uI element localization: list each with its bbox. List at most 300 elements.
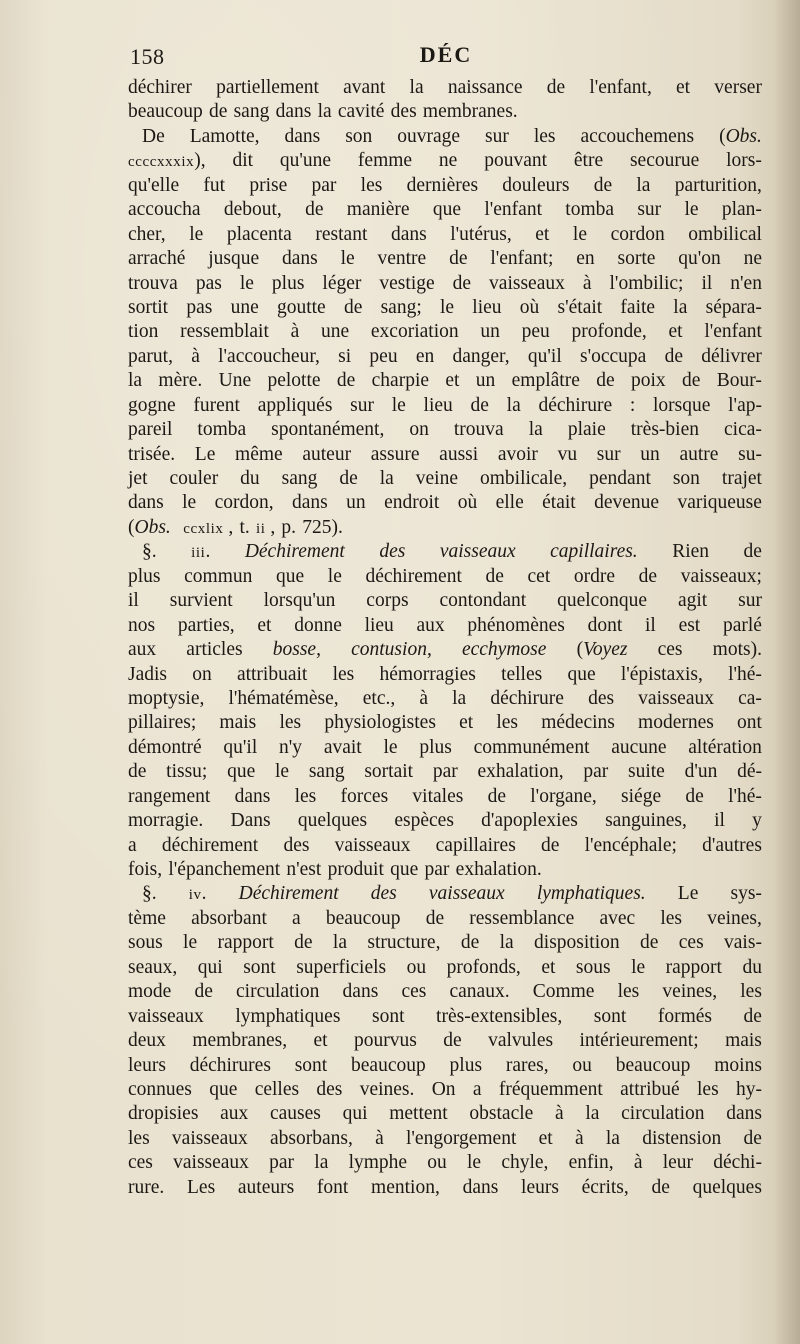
word: et [257,614,272,636]
word: vaisseaux [638,687,714,709]
word: le [182,492,197,514]
word: peu [369,345,398,367]
word: dans [390,223,427,245]
word: ouvrage [397,125,461,147]
word: la [128,370,143,392]
word: exhalation. [455,859,542,880]
text-line [128,834,762,858]
text-line [128,198,762,222]
word: de [546,77,566,98]
page-header [130,40,762,70]
text-line [128,931,762,955]
word: des [283,834,310,856]
word: des [390,101,417,123]
word: sorte [617,248,656,270]
word: même [235,443,283,465]
word: le [239,272,254,294]
word: Rien [672,541,710,563]
word: médecins [541,712,615,734]
word: qu'il [527,345,562,367]
word: beaucoup [615,1054,691,1076]
word: pareil [128,419,173,441]
word: d'apoplexies [481,810,578,832]
word: attribué [620,1078,680,1100]
word: de [638,565,658,587]
word: un [475,370,496,392]
word: n'est [286,859,322,880]
word: mère. [158,370,203,392]
word: dans [292,492,328,514]
word: le [572,223,587,245]
word: des [316,1078,343,1100]
word: de [681,370,701,392]
word: un [480,321,500,343]
word: gogne [128,394,176,416]
word: plus [271,272,305,294]
word: être [573,150,604,172]
word: déchirure [538,394,613,416]
word: tème [128,907,166,929]
word: avoir [497,443,538,465]
word: restant [315,223,368,245]
word: enfin, [568,1152,614,1174]
word: qu'il [223,736,258,758]
word: pelotte [267,370,321,392]
word: (Obs. [128,516,171,538]
word: de [305,199,324,221]
word: du [240,468,260,489]
text-line [128,785,762,809]
word: dans [284,125,321,147]
word: de [336,370,356,392]
word: lymphatiques [235,1005,341,1027]
word: la [379,468,394,489]
word: dans [128,492,164,514]
word: mention, [371,1176,440,1198]
word: secourue [629,150,700,172]
word: ne [438,150,458,172]
word: l'épistaxis, [620,663,703,685]
word: lymphe [348,1152,408,1174]
word: et [535,223,550,245]
word: rapport [217,932,274,954]
word: parties, [177,614,235,636]
word: lieu [472,296,502,318]
word: un [640,443,660,465]
word: moptysie, [128,687,205,709]
word: dans [462,1176,499,1198]
word: exhalation, [477,761,564,783]
word: structure, [367,932,441,954]
word: ombilicale, [479,468,568,489]
text-line [128,100,762,124]
word: superficiels [296,956,387,978]
word: un [346,492,366,514]
word: contusion, [351,639,432,661]
word: cordon, [214,492,274,514]
word: l'enfant [704,321,762,343]
word: mots). [712,639,762,661]
word: les [660,907,683,929]
word: sang [281,468,318,489]
word: debout, [223,199,282,221]
word: sur [637,199,662,221]
word: une [321,321,350,343]
word: absorbans, [269,1127,353,1149]
word: De [142,125,165,147]
word: sous [128,932,163,954]
word: et [676,77,691,98]
word: où [457,492,478,514]
text-line [128,1127,762,1151]
text-line [128,663,762,687]
word: si [338,345,352,367]
word: de [470,394,489,416]
word: (Obs. [719,125,762,147]
word: ont [737,712,762,734]
word: quelques [297,810,368,832]
word: physiologistes [324,712,436,734]
word: espèces [394,810,454,832]
text-line [128,956,762,980]
word: membranes. [422,101,518,123]
word: celles [254,1078,300,1100]
word: Une [218,370,252,392]
word: accouchemens [580,125,695,147]
word: s'occupa [580,345,647,367]
word: de [743,1127,762,1149]
word: femme [357,150,413,172]
word: sont [243,956,276,978]
word: dé- [737,761,762,783]
word: très-bien [630,419,699,441]
word: altération [688,736,762,758]
word: beaucoup [325,907,401,929]
word: sont [294,1054,328,1076]
word: vaisseaux [334,834,411,856]
word: l'ap- [728,394,762,416]
word: sous [575,956,611,978]
word: absorbant [191,907,267,929]
word: forces [340,785,389,807]
word: des [588,687,615,709]
word: capillaires. [550,541,638,563]
text-line [128,882,762,906]
word: ressemblait [180,321,269,343]
word: cavité [337,101,385,123]
word: a [292,907,301,929]
word: veines, [662,981,718,1003]
word: elle [495,492,524,514]
word: Jadis [128,663,167,685]
word: sortit [128,296,169,318]
word: a [128,834,137,856]
word: la [499,932,514,954]
word: la [506,394,521,416]
word: par [269,1152,295,1174]
word: chyle, [501,1152,549,1174]
word: de [452,272,472,294]
word: modernes [638,712,714,734]
word: écrits, [581,1176,629,1198]
word: de [443,1030,462,1052]
word: obstacle [469,1103,534,1125]
text-line [128,418,762,442]
word: devenue [594,492,660,514]
word: ombilical [688,223,762,245]
word: prise [249,174,288,196]
word: dans [281,248,318,270]
word: de [339,468,358,489]
word: la [452,687,467,709]
word: charpie [371,370,430,392]
word: Déchirement [238,883,339,905]
word: pas [195,272,222,294]
word: Comme [532,981,595,1003]
text-line [128,394,762,418]
word: rangement [128,785,211,807]
word: tion [128,321,159,343]
word: On [431,1078,456,1100]
word: beaucoup [351,1054,426,1076]
word: vais- [724,932,762,954]
word: canaux. [449,981,510,1003]
word: que [390,859,419,880]
word: sont [593,1005,627,1027]
word: y [752,810,762,832]
word: le [340,248,355,270]
page-edge-shadow [774,0,800,1344]
word: arraché [128,248,186,270]
word: à [419,687,429,709]
word: les [128,1127,150,1149]
word: emplâtre [511,370,580,392]
word: à [290,321,300,343]
word: où [519,296,540,318]
word: pillaires; [128,712,197,734]
word: lorsque [653,394,711,416]
word: ces [657,639,683,661]
word: sur [738,590,762,612]
word: qui [197,956,223,978]
word: ne [743,248,762,270]
word: de [664,345,683,367]
text-line [128,809,762,833]
word: des [379,541,406,563]
page-number: 158 [130,44,165,69]
word: le [275,761,290,783]
text-line [128,760,762,784]
word: tissu; [166,761,208,783]
word: ccxlix , [183,516,234,538]
word: t. [239,516,250,538]
word: le [327,565,342,587]
word: une [230,296,259,318]
word: vu [557,443,578,465]
word: assure [370,443,420,465]
word: et [541,956,556,978]
word: veine [415,468,459,489]
word: déchi- [713,1152,762,1174]
word: pouvant [484,150,548,172]
word: l'engorgement [406,1127,517,1149]
text-line [128,491,762,515]
word: profonds, [446,956,521,978]
word: dans [275,101,312,123]
word: communément [473,736,590,758]
word: Déchirement [244,541,345,563]
word: sur [485,125,509,147]
word: ressemblance [469,907,575,929]
word: les [617,981,640,1003]
word: avec [599,907,636,929]
word: sang; [380,296,422,318]
word: ii , [255,516,276,538]
word: l'ombilic; [609,272,684,294]
word: sépara- [705,296,762,318]
text-line [128,345,762,369]
text-line [128,1102,762,1126]
word: avait [323,736,362,758]
word: en [415,345,435,367]
text-line [128,711,762,735]
word: vaisseaux [173,1152,249,1174]
text-line [128,272,762,296]
word: la [528,419,543,441]
word: dans [234,785,271,807]
word: autre [679,443,719,465]
word: et [668,321,683,343]
word: 725). [302,516,343,538]
text-line [128,247,762,271]
word: produit [327,859,384,880]
word: bosse, [272,639,321,661]
word: que [227,761,256,783]
word: aussi [439,443,479,465]
word: déchirement [365,565,462,587]
word: parturition, [674,174,762,196]
word: et [459,712,474,734]
word: faite [620,296,656,318]
word: deux [128,1030,166,1052]
text-line [128,223,762,247]
word: sang [233,101,270,123]
word: a [472,1078,482,1100]
word: le [189,223,204,245]
word: à [191,345,200,367]
word: : [629,394,636,416]
word: il [714,810,725,832]
word: le [684,199,699,221]
word: la [409,77,424,98]
word: douleurs [502,174,570,196]
word: à [574,1127,584,1149]
word: ccccxxxix), [128,150,206,172]
word: les [279,712,302,734]
word: quelques [692,1176,762,1198]
word: déchirure [490,687,564,709]
text-line [128,320,762,344]
word: ou [572,1054,592,1076]
word: moins [714,1054,762,1076]
word: donne [294,614,342,636]
word: la [332,932,347,954]
text-line [128,540,762,564]
word: dans [726,1103,762,1125]
word: veines. [359,1078,415,1100]
word: de [485,565,504,587]
text-line [128,858,762,882]
word: de [685,785,704,807]
text-line [128,369,762,393]
word: fut [203,174,226,196]
word: goutte [276,296,326,318]
text-line [128,125,762,149]
text-line [128,1029,762,1053]
word: leurs [521,1176,559,1198]
word: les [332,663,355,685]
word: trouva [128,272,178,294]
word: le [631,956,646,978]
word: de [449,248,468,270]
word: cordon [610,223,665,245]
word: vestige [379,272,435,294]
word: et [313,1030,328,1052]
word: la [636,174,651,196]
word: parut, [128,345,173,367]
word: les [533,125,556,147]
word: manière [346,199,410,221]
word: §. [142,883,157,905]
word: démontré [128,736,202,758]
word: d'autres [702,834,762,856]
text-line [128,687,762,711]
word: sortait [364,761,414,783]
word: ou [427,1152,447,1174]
word: sont [371,1005,405,1027]
text-line [128,565,762,589]
word: l'encéphale; [584,834,677,856]
word: trajet [721,468,762,489]
word: morragie. [128,810,204,832]
word: avant [343,77,386,98]
text-line [128,76,762,100]
word: de [540,834,560,856]
text-line [128,1054,762,1078]
word: la [585,1103,600,1125]
word: sys- [730,883,762,905]
word: à [582,272,592,294]
word: ca- [738,687,762,709]
word: qui [342,1103,368,1125]
word: et [445,370,460,392]
word: trisée. [128,443,176,465]
word: tomba [565,199,615,221]
word: furent [193,394,240,416]
word: que [567,663,596,685]
word: les [496,712,519,734]
word: les [740,981,762,1003]
word: la [673,296,688,318]
word: de [487,785,506,807]
word: que [432,199,462,221]
word: trouva [453,419,504,441]
word: l'enfant [484,199,542,221]
word: su- [738,443,762,465]
word: par [311,174,337,196]
word: mettent [389,1103,448,1125]
word: sang [308,761,345,783]
